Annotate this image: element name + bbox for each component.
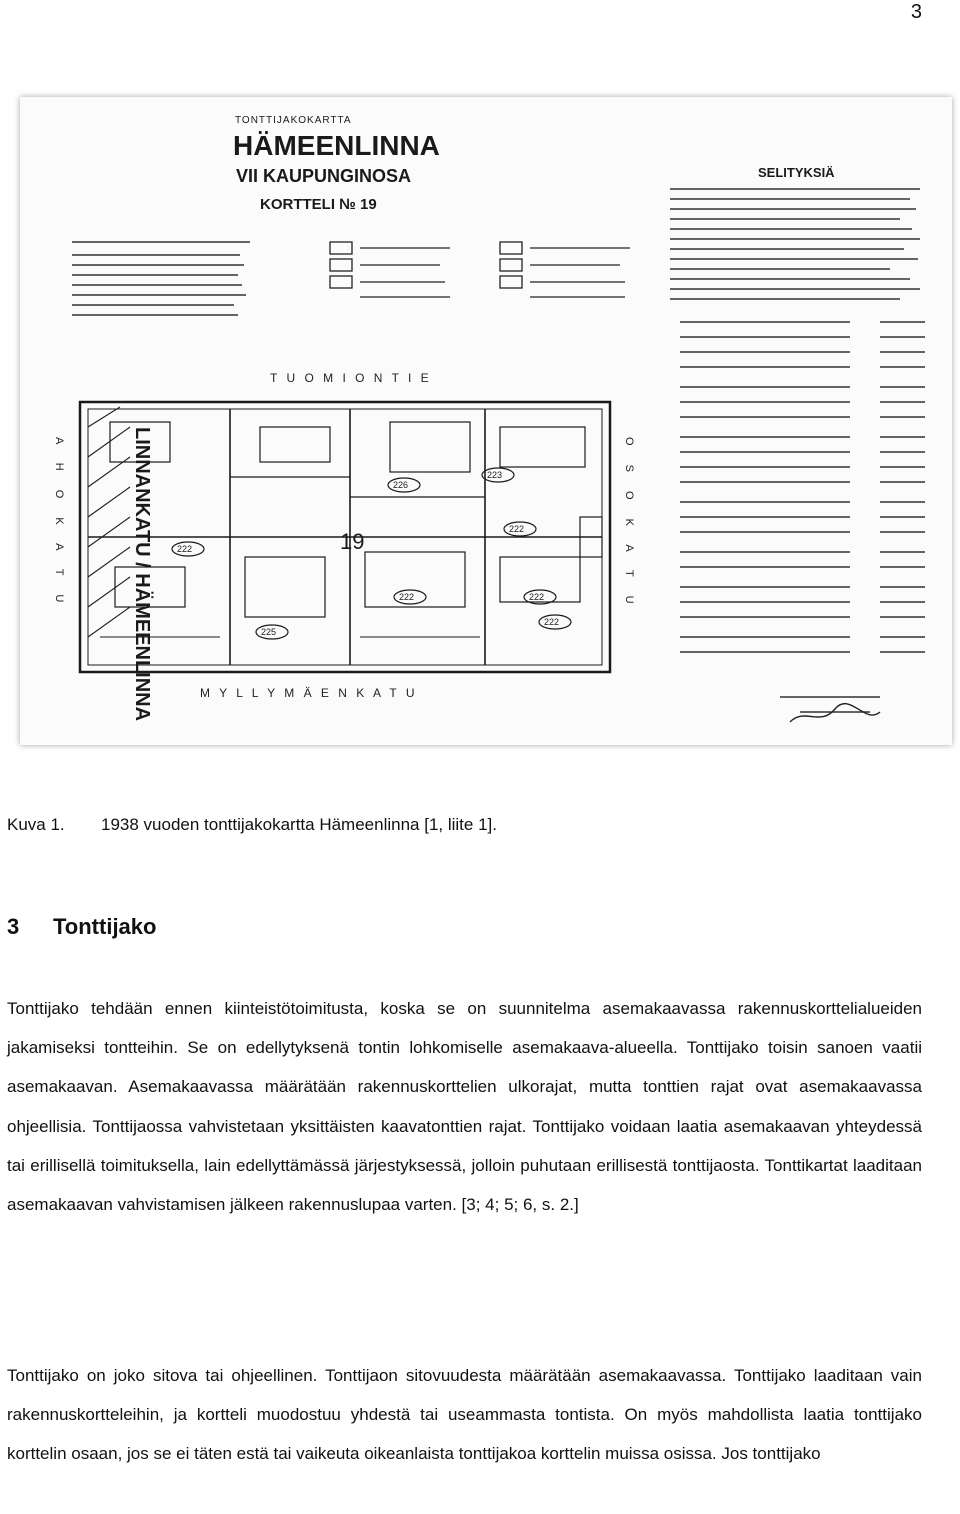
section-number: 3 [7, 914, 20, 939]
lot-number-3: 222 [509, 524, 525, 534]
paragraph-1: Tonttijako tehdään ennen kiinteistötoimitusta, koska se on suunnitelma asemakaavassa rakennuskorttelialueiden jakamiseksi tontteihin. Se on edellytyksenä tontin lohkomiselle asemakaava-alueella. Tonttijako toisin sanoen vaatii asemakaavan. Asemakaavassa määrätään rakennuskorttelien ulkorajat, mutta tonttien rajat ovat asemakaavassa ohjeellisia. Tonttijaossa vahvistetaan yksittäisten kaavatonttien rajat. Tonttijako voidaan laatia asemakaavan yhteydessä tai erillisellä toimituksella, lain edellyttämässä järjestyksessä, jolloin puhutaan erillisestä tonttijaosta. Tonttikartat laaditaan asemakaavan vahvistamisen jälkeen rakennuslupaa varten. [3; 4; 5; 6, s. 2.] [7, 999, 922, 1215]
side-label: LINNANKATU / HÄMEENLINNA [131, 427, 153, 722]
lot-number-8: 222 [544, 617, 560, 627]
map-title-line-4: KORTTELI № 19 [260, 196, 377, 213]
lot-number-4: 223 [487, 470, 503, 480]
section-heading [7, 912, 156, 942]
caption-label: Kuva 1. [7, 815, 65, 834]
lot-number-7: 222 [529, 592, 545, 602]
paragraph-2: Tonttijako on joko sitova tai ohjeellinen. Tonttijaon sitovuudesta määrätään asemakaavassa. Tonttijako laaditaan vain rakennuskortteleihin, ja kortteli muodostuu yhdestä tai useammasta tontista. On myös mahdollista laatia tonttijako korttelin osaan, jos se ei täten estä tai vaikeuta oikeanlaista tonttijakoa korttelin muissa osissa. Jos tonttijako [7, 1366, 922, 1464]
map-scan [20, 97, 952, 745]
street-left-label: A H O K A T U [53, 437, 65, 611]
block-number: 19 [340, 529, 365, 554]
lot-number-1: 222 [177, 544, 193, 554]
figure-caption [7, 813, 497, 837]
map-title-line-1: TONTTIJAKOKARTTA [235, 115, 352, 126]
section-title: Tonttijako [53, 914, 157, 939]
page-number: 3 [910, 1, 922, 23]
lot-number-6: 225 [261, 627, 277, 637]
caption-text: 1938 vuoden tonttijakokartta Hämeenlinna [1, liite 1]. [101, 815, 497, 834]
legend-title: SELITYKSIÄ [758, 165, 835, 180]
map-title-line-3: VII KAUPUNGINOSA [236, 166, 412, 186]
map-title-line-2: HÄMEENLINNA [233, 130, 440, 161]
map-figure [20, 97, 952, 745]
street-right-label: O S O K A T U [623, 437, 635, 612]
street-top-label: T U O M I O N T I E [270, 371, 432, 385]
street-bottom-label: M Y L L Y M Ä E N K A T U [200, 686, 418, 700]
lot-number-5: 222 [399, 592, 415, 602]
lot-number-2: 226 [393, 480, 409, 490]
